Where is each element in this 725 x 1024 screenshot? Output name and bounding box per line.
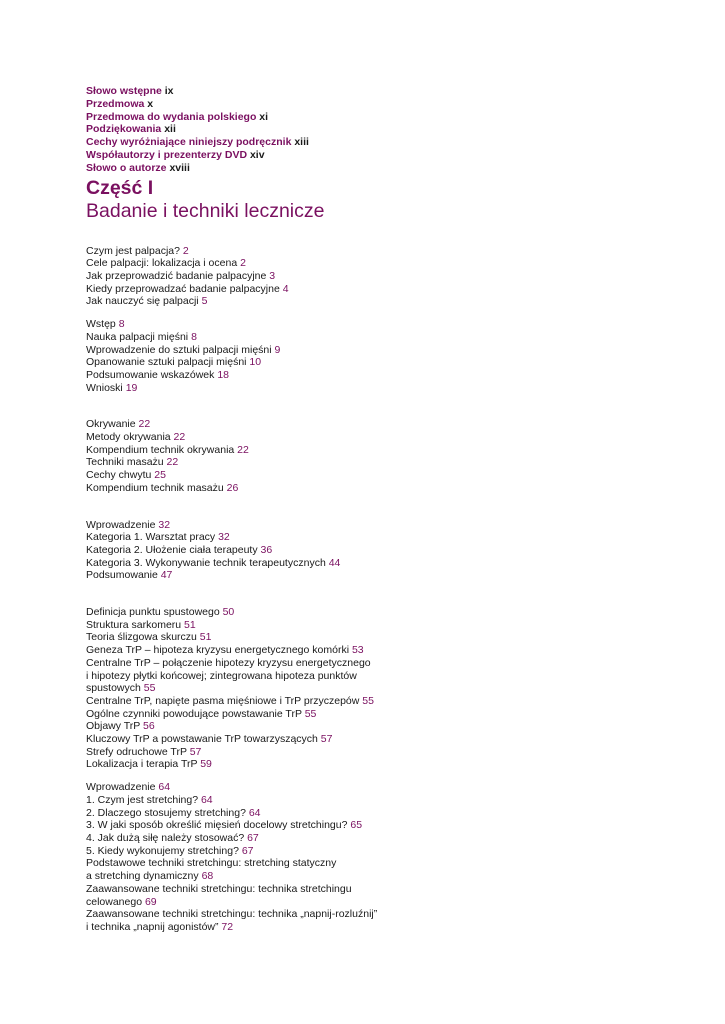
toc-entry-page: 22 [173, 431, 186, 444]
toc-entry[interactable] [86, 356, 706, 369]
toc-entry-page: 47 [160, 569, 173, 582]
toc-entry[interactable] [86, 896, 706, 909]
toc-entry[interactable] [86, 670, 706, 683]
toc-entry-title: Techniki masażu [86, 456, 167, 469]
toc-entry[interactable] [86, 832, 706, 845]
toc-entry-page: 32 [218, 531, 230, 544]
toc-entry-page: 3 [269, 269, 276, 282]
toc-entry-page: 2 [182, 244, 189, 257]
front-matter-item[interactable] [86, 85, 706, 98]
toc-entry[interactable] [86, 845, 706, 858]
toc-entry-title: Centralne TrP – połączenie hipotezy kryzysu energetycznego [86, 656, 371, 669]
toc-entry-page: 64 [248, 806, 261, 819]
front-matter-item[interactable] [86, 162, 706, 175]
toc-entry-title: Jak przeprowadzić badanie palpacyjne [86, 269, 270, 282]
front-matter-item[interactable] [86, 98, 706, 111]
toc-entry-title: 2. Dlaczego stosujemy stretching? [86, 806, 249, 819]
toc-entry-page: 22 [138, 418, 151, 431]
toc-entry-page: 32 [158, 518, 171, 531]
toc-entry-title: a stretching dynamiczny [86, 870, 202, 883]
toc-entry[interactable] [86, 519, 706, 532]
toc-entry-page: 57 [320, 733, 333, 746]
toc-entry-page: 67 [241, 844, 254, 857]
toc-entry-page: 51 [199, 631, 212, 644]
toc-entry-title: Podsumowanie wskazówek [86, 368, 218, 381]
toc-entry-page: 65 [350, 819, 363, 832]
toc-chapter-group [86, 781, 706, 933]
front-matter-title: Przedmowa do wydania polskiego [86, 110, 257, 123]
toc-entry-page: 8 [191, 330, 197, 343]
toc-entry-page: 56 [143, 720, 155, 733]
toc-entry-title: Wprowadzenie [86, 518, 159, 531]
toc-entry-title: Opanowanie sztuki palpacji mięśni [86, 356, 250, 369]
toc-page [86, 85, 706, 934]
front-matter-title: Słowo wstępne [86, 85, 162, 97]
toc-entry[interactable] [86, 708, 706, 721]
toc-entry[interactable] [86, 557, 706, 570]
toc-entry[interactable] [86, 682, 706, 695]
toc-entry-title: Struktura sarkomeru [86, 618, 185, 631]
toc-entry-page: 4 [282, 282, 289, 295]
toc-entry-page: 68 [201, 870, 214, 883]
toc-entry-title: Teoria ślizgowa skurczu [86, 631, 200, 644]
front-matter-title: Współautorzy i prezenterzy DVD [86, 148, 248, 161]
toc-entry-title: Kompendium technik okrywania [86, 443, 238, 456]
toc-entry-page: 64 [200, 793, 213, 806]
toc-entry[interactable] [86, 482, 706, 495]
toc-entry[interactable] [86, 781, 706, 794]
toc-entry-page: 53 [351, 644, 364, 657]
toc-entry[interactable] [86, 295, 706, 308]
toc-entry-title: 1. Czym jest stretching? [86, 793, 201, 806]
toc-entry[interactable] [86, 418, 706, 431]
toc-entry[interactable] [86, 657, 706, 670]
toc-entry[interactable] [86, 331, 706, 344]
toc-entry-title: Wprowadzenie do sztuki palpacji mięśni [86, 343, 275, 356]
toc-entry[interactable] [86, 431, 706, 444]
front-matter-list [86, 85, 706, 175]
toc-entry-title: Jak nauczyć się palpacji [86, 295, 202, 308]
toc-entry-page: 64 [158, 781, 171, 794]
toc-entry-title: spustowych [86, 682, 144, 695]
toc-entry-title: Wstęp [86, 318, 119, 331]
toc-entry-title: Strefy odruchowe TrP [86, 745, 190, 758]
toc-entry[interactable] [86, 444, 706, 457]
toc-entry-title: i hipotezy płytki końcowej; zintegrowana hipoteza punktów [86, 669, 357, 682]
toc-entry[interactable] [86, 720, 706, 733]
toc-entry-page: 44 [328, 556, 341, 569]
toc-entry-page: 22 [166, 456, 179, 469]
toc-entry-title: Podsumowanie [86, 569, 161, 582]
toc-entry-page: 2 [240, 257, 246, 270]
toc-entry-page: 10 [249, 356, 262, 369]
front-matter-item[interactable] [86, 111, 706, 124]
part-subtitle: Badanie i techniki lecznicze [86, 199, 325, 222]
toc-entry-page: 57 [189, 745, 202, 758]
toc-entry[interactable] [86, 908, 706, 921]
toc-entry-title: Cechy chwytu [86, 469, 155, 482]
toc-entry-title: 4. Jak dużą siłę należy stosować? [86, 832, 248, 844]
toc-entry-title: Centralne TrP, napięte pasma mięśniowe i TrP przyczepów [86, 694, 363, 707]
toc-entry[interactable] [86, 695, 706, 708]
toc-entry-title: i technika „napnij agonistów” [86, 920, 222, 933]
toc-entry-page: 8 [118, 318, 125, 331]
toc-entry[interactable] [86, 469, 706, 482]
toc-entry[interactable] [86, 344, 706, 357]
toc-entry[interactable] [86, 544, 706, 557]
toc-entry[interactable] [86, 369, 706, 382]
toc-entry-title: Zaawansowane techniki stretchingu: technika „napnij-rozluźnij” [86, 908, 378, 921]
toc-entry-title: Kategoria 1. Warsztat pracy [86, 531, 219, 544]
toc-entry-title: Nauka palpacji mięśni [86, 330, 192, 343]
toc-entry[interactable] [86, 619, 706, 632]
toc-entry-page: 55 [362, 694, 374, 707]
toc-entry-page: 18 [217, 368, 229, 381]
front-matter-title: Cechy wyróżniające niniejszy podręcznik [86, 136, 292, 149]
toc-entry[interactable] [86, 569, 706, 582]
front-matter-page: x [147, 97, 154, 110]
toc-entry-title: Ogólne czynniki powodujące powstawanie TrP [86, 707, 305, 720]
toc-entry[interactable] [86, 794, 706, 807]
front-matter-title: Przedmowa [86, 97, 145, 110]
toc-entry-title: Kluczowy TrP a powstawanie TrP towarzyszących [86, 733, 321, 746]
toc-entry[interactable] [86, 819, 706, 832]
toc-entry-page: 55 [143, 682, 156, 695]
toc-entry[interactable] [86, 870, 706, 883]
toc-entry[interactable] [86, 857, 706, 870]
toc-entry-title: Podstawowe techniki stretchingu: stretching statyczny [86, 857, 337, 870]
toc-entry-title: Okrywanie [86, 418, 139, 431]
toc-entry-page: 9 [274, 343, 281, 356]
toc-entry-page: 55 [304, 707, 317, 720]
toc-entry-title: Czym jest palpacja? [86, 244, 183, 257]
front-matter-page: xii [164, 123, 176, 136]
front-matter-page: ix [164, 85, 174, 97]
toc-entry-title: Definicja punktu spustowego [86, 606, 223, 619]
toc-entry-title: 5. Kiedy wykonujemy stretching? [86, 844, 242, 857]
toc-entry-title: Kategoria 3. Wykonywanie technik terapeutycznych [86, 556, 329, 569]
toc-entry[interactable] [86, 531, 706, 544]
toc-entry[interactable] [86, 606, 706, 619]
toc-entry-page: 5 [201, 295, 208, 308]
toc-entry[interactable] [86, 807, 706, 820]
toc-entry-page: 25 [154, 469, 166, 482]
toc-entry-title: Kiedy przeprowadzać badanie palpacyjne [86, 282, 283, 295]
toc-entry-title: Wnioski [86, 381, 126, 394]
front-matter-title: Słowo o autorze [86, 161, 167, 174]
toc-entry-title: Cele palpacji: lokalizacja i ocena [86, 257, 241, 270]
toc-entry-page: 22 [237, 443, 249, 456]
front-matter-item[interactable] [86, 123, 706, 136]
front-matter-page: xiii [294, 136, 309, 149]
toc-entry-page: 26 [226, 481, 239, 494]
toc-chapter-group [86, 519, 706, 583]
toc-entry[interactable] [86, 382, 706, 395]
toc-entry[interactable] [86, 318, 706, 331]
toc-entry-title: Wprowadzenie [86, 781, 159, 794]
front-matter-page: xiv [249, 148, 265, 161]
toc-entry-title: Zaawansowane techniki stretchingu: technika stretchingu [86, 882, 352, 895]
toc-entry-title: Kompendium technik masażu [86, 481, 227, 494]
part-title: Część I [86, 176, 154, 199]
toc-chapter-group [86, 418, 706, 494]
toc-entry-title: celowanego [86, 895, 145, 908]
toc-entry[interactable] [86, 921, 706, 934]
toc-entry[interactable] [86, 733, 706, 746]
toc-entry[interactable] [86, 283, 706, 296]
front-matter-title: Podziękowania [86, 123, 162, 136]
toc-entry[interactable] [86, 746, 706, 759]
toc-entry[interactable] [86, 245, 706, 258]
toc-entry-page: 19 [125, 381, 138, 394]
front-matter-item[interactable] [86, 136, 706, 149]
toc-entry-page: 69 [144, 895, 157, 908]
toc-entry-title: Objawy TrP [86, 720, 143, 733]
toc-entry-page: 36 [260, 543, 273, 556]
toc-entry-title: Metody okrywania [86, 431, 174, 444]
toc-entry-page: 50 [222, 606, 235, 619]
toc-entry-page: 59 [200, 758, 212, 771]
toc-entry-title: 3. W jaki sposób określić mięsień docelowy stretchingu? [86, 819, 351, 832]
toc-entry[interactable] [86, 758, 706, 771]
toc-entry-title: Kategoria 2. Ułożenie ciała terapeuty [86, 543, 261, 556]
front-matter-item[interactable] [86, 149, 706, 162]
toc-entry[interactable] [86, 883, 706, 896]
toc-chapter-group [86, 245, 706, 309]
toc-entry-title: Geneza TrP – hipoteza kryzysu energetycznego komórki [86, 644, 352, 657]
front-matter-page: xi [259, 110, 269, 123]
toc-entry-page: 72 [221, 920, 234, 933]
front-matter-page: xviii [169, 161, 190, 174]
toc-entry[interactable] [86, 631, 706, 644]
toc-entry[interactable] [86, 270, 706, 283]
toc-entry-title: Lokalizacja i terapia TrP [86, 758, 201, 771]
toc-entry[interactable] [86, 644, 706, 657]
toc-entry[interactable] [86, 257, 706, 270]
toc-entry[interactable] [86, 456, 706, 469]
toc-entry-page: 51 [184, 618, 196, 631]
toc-chapter-group [86, 606, 706, 771]
toc-entry-page: 67 [247, 832, 259, 844]
toc-groups [86, 245, 706, 934]
toc-chapter-group [86, 318, 706, 394]
